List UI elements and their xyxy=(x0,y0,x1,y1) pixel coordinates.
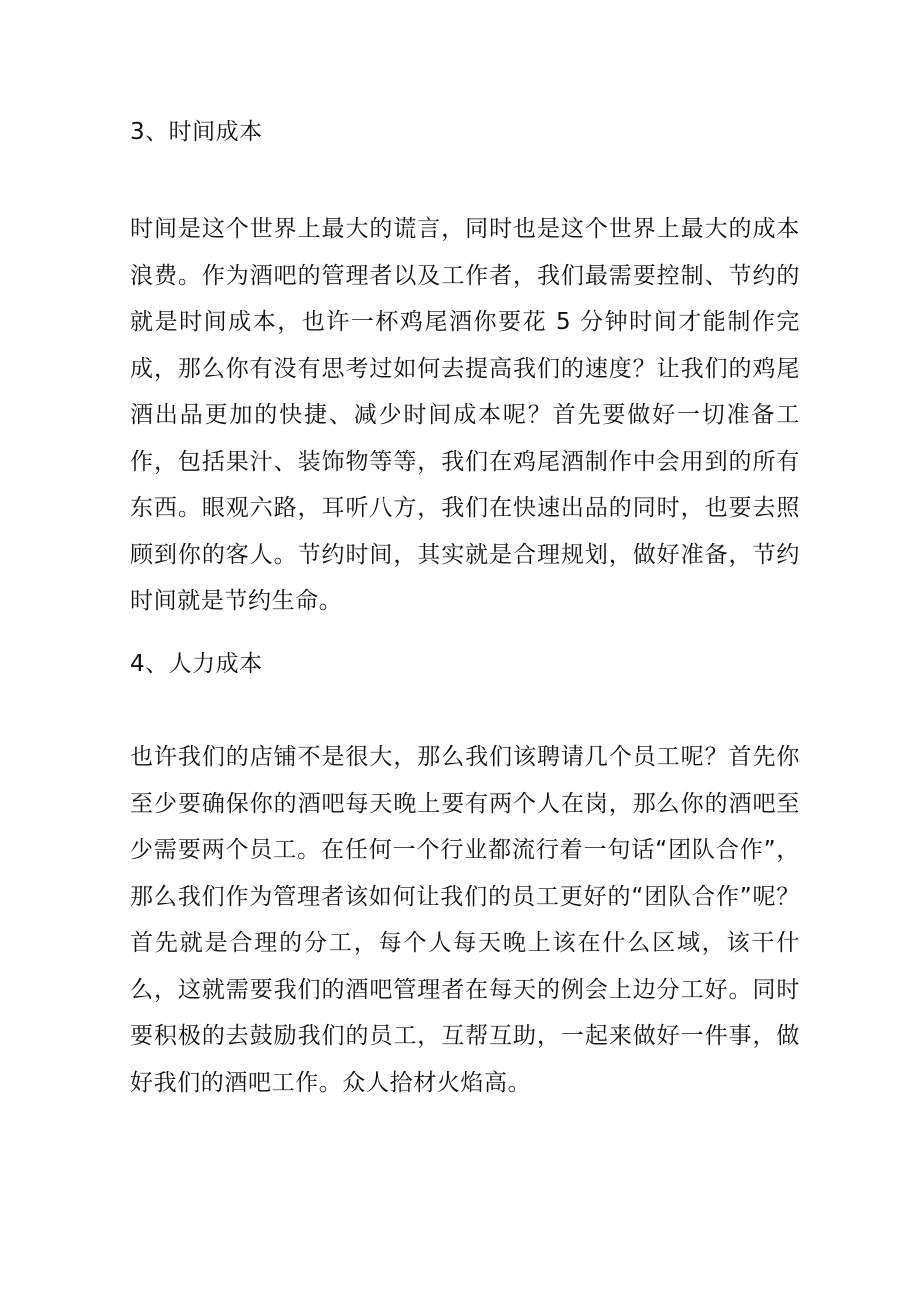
section-body-time-cost: 时间是这个世界上最大的谎言，同时也是这个世界上最大的成本浪费。作为酒吧的管理者以及工作者，我们最需要控制、节约的就是时间成本，也许一杯鸡尾酒你要花 5 分钟时间才能制作完成，那么你有没有思考过如何去提高我们的速度？让我们的鸡尾酒出品更加的快捷、减少时间成本呢？首先要做好一切准备工作，包括果汁、装饰物等等，我们在鸡尾酒制作中会用到的所有东西。眼观六路，耳听八方，我们在快速出品的同时，也要去照顾到你的客人。节约时间，其实就是合理规划，做好准备，节约时间就是节约生命。 xyxy=(130,216,800,614)
section-heading-labor-cost: 4、人力成本 xyxy=(130,651,263,677)
section-heading-time-cost: 3、时间成本 xyxy=(130,119,263,145)
section-body-labor-cost: 也许我们的店铺不是很大，那么我们该聘请几个员工呢？首先你至少要确保你的酒吧每天晚上要有两个人在岗，那么你的酒吧至少需要两个员工。在任何一个行业都流行着一句话“团队合作”，那么我们作为管理者该如何让我们的员工更好的“团队合作”呢？首先就是合理的分工，每个人每天晚上该在什么区域，该干什么，这就需要我们的酒吧管理者在每天的例会上边分工好。同时要积极的去鼓励我们的员工，互帮互助，一起来做好一件事，做好我们的酒吧工作。众人拾材火焰高。 xyxy=(130,744,800,1096)
